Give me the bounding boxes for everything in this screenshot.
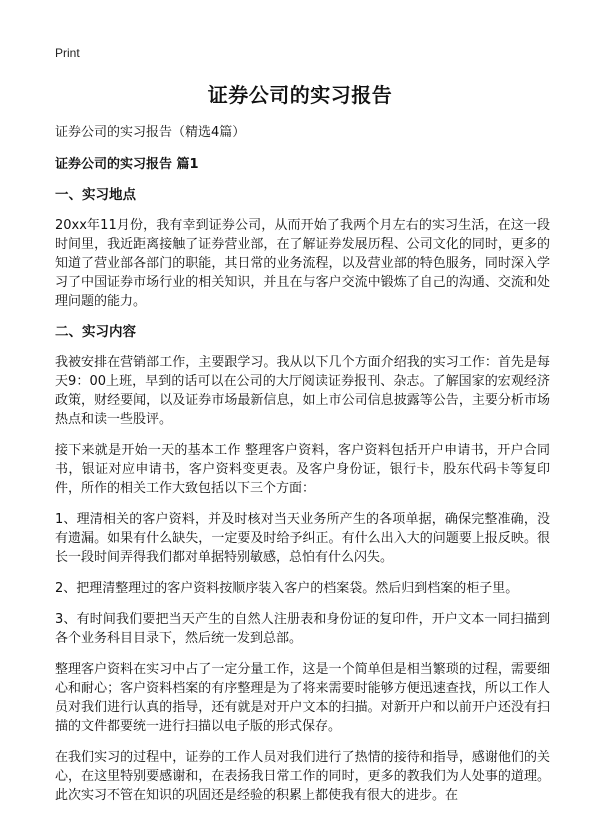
paragraph: 在我们实习的过程中，证券的工作人员对我们进行了热情的接待和指导，感谢他们的关心，在这里特别要感谢和，在表扬我日常工作的同时，更多的教我们为人处事的道理。 此次实习不管在知识的巩固还是经验的积累上都使我有很大的进步。在 [55, 750, 550, 803]
section-heading-location: 一、实习地点 [55, 187, 136, 203]
page-title: 证券公司的实习报告 [207, 83, 393, 107]
document-subtitle: 证券公司的实习报告（精选4篇） [55, 125, 246, 140]
document-body [55, 124, 550, 817]
print-label: Print [55, 46, 80, 60]
paragraph: 整理客户资料在实习中占了一定分量工作，这是一个简单但是相当繁琐的过程，需要细心和耐心；客户资料档案的有序整理是为了将来需要时能够方便迅速查找，所以工作人员对我们进行认真的指导，还有就是对开户文本的扫描。对新开户和以前开户还没有扫描的文件都要统一进行扫描以电子版的形式保存。 [55, 662, 550, 734]
paragraph: 20xx年11月份，我有幸到证券公司，从而开始了我两个月左右的实习生活，在这一段时间里，我近距离接触了证券营业部，在了解证券发展历程、公司文化的同时，更多的知道了营业部各部门的职能，其日常的业务流程，以及营业部的特色服务，同时深入学习了中国证券市场行业的相关知识，并且在与客户交流中锻炼了自己的沟通、交流和处理问题的能力。 [55, 218, 550, 309]
paragraph: 2、把理清整理过的客户资料按顺序装入客户的档案袋。然后归到档案的柜子里。 [55, 581, 519, 596]
paragraph: 接下来就是开始一天的基本工作 整理客户资料，客户资料包括开户申请书，开户合同书，银证对应申请书，客户资料变更表。及客户身份证，银行卡，股东代码卡等复印件，所作的相关工作大致包括以下三个方面： [55, 443, 550, 496]
paragraph: 1、理清相关的客户资料，并及时核对当天业务所产生的各项单据，确保完整准确，没有遗漏。如果有什么缺失，一定要及时给予纠正。有什么出入大的问题要上报反映。很长一段时间弄得我们都对单据特别敏感，总怕有什么闪失。 [55, 512, 550, 565]
article-heading: 证券公司的实习报告 篇1 [55, 157, 199, 172]
section-heading-content: 二、实习内容 [55, 324, 136, 340]
paragraph: 我被安排在营销部工作，主要跟学习。我从以下几个方面介绍我的实习工作：首先是每天9：00上班，早到的话可以在公司的大厅阅读证券报刊、杂志。了解国家的宏观经济政策，财经要闻，以及证券市场最新信息，如上市公司信息披露等公告，主要分析市场热点和读一些股评。 [55, 355, 550, 427]
paragraph: 3、有时间我们要把当天产生的自然人注册表和身份证的复印件，开户文本一同扫描到各个业务科目目录下，然后统一发到总部。 [55, 612, 550, 646]
